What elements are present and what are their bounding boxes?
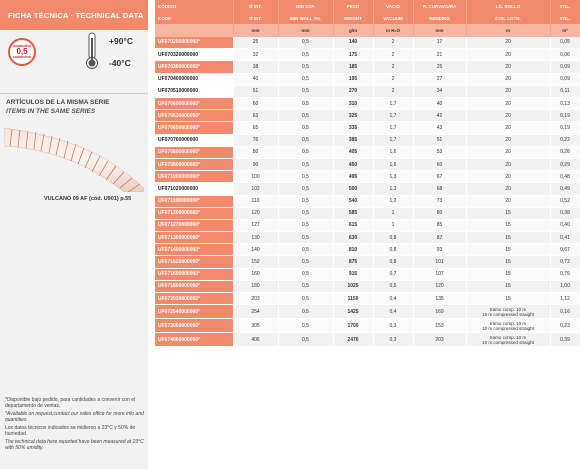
note-data-en: The technical data here reported have been measured at 23°C with 50% umidity.: [5, 439, 144, 451]
cell-weight: 615: [333, 219, 373, 231]
table-row: [155, 158, 580, 170]
cell-weight: 495: [333, 171, 373, 183]
cell-d: 130: [233, 232, 278, 244]
cell-code: UF071270000000*: [155, 219, 233, 231]
header-cell: m: [466, 24, 550, 36]
cell-d: 25: [233, 37, 278, 49]
cell-code: UF071400000000*: [155, 244, 233, 256]
cell-vol: 0,48: [550, 171, 580, 183]
cell-weight: 310: [333, 98, 373, 110]
cell-vac: 0,4: [373, 293, 413, 305]
cell-coil: tramo comp. 10 m 10 m compressed straight: [466, 305, 550, 319]
cell-coil: 15: [466, 256, 550, 268]
cell-d: 406: [233, 333, 278, 347]
cell-wall: 0,5: [278, 171, 333, 183]
cell-bend: 107: [413, 268, 466, 280]
header-cell: Ø INT.: [233, 0, 278, 12]
cell-weight: 540: [333, 195, 373, 207]
cell-vol: 0,09: [550, 73, 580, 85]
header-cell: mm: [413, 24, 466, 36]
header-cell: LG. ROLLO: [466, 0, 550, 12]
cell-wall: 0,5: [278, 49, 333, 61]
cell-wall: 0,5: [278, 73, 333, 85]
cell-code: UF070630000000*: [155, 110, 233, 122]
cell-bend: 101: [413, 256, 466, 268]
cell-weight: 1150: [333, 293, 373, 305]
cell-code: UF070250000000*: [155, 37, 233, 49]
cell-vol: 0,23: [550, 319, 580, 333]
cell-bend: 153: [413, 319, 466, 333]
cell-d: 65: [233, 122, 278, 134]
cell-code: UF071800000000*: [155, 280, 233, 292]
header-cell: VACUUM: [373, 12, 413, 24]
cell-wall: 0,5: [278, 98, 333, 110]
cell-vol: 0,29: [550, 158, 580, 170]
sidebar-title: FICHA TÉCNICA · TECHNICAL DATA: [0, 0, 148, 30]
header-cell: MIN WALL TH.: [278, 12, 333, 24]
cell-wall: 0,5: [278, 37, 333, 49]
cell-d: 63: [233, 110, 278, 122]
header-cell: VACIO: [373, 0, 413, 12]
cell-d: 120: [233, 207, 278, 219]
cell-bend: 85: [413, 219, 466, 231]
cell-coil: 15: [466, 244, 550, 256]
header-cell: BENDING: [413, 12, 466, 24]
cell-wall: 0,5: [278, 85, 333, 97]
cell-bend: 25: [413, 61, 466, 73]
cell-wall: 0,5: [278, 280, 333, 292]
cell-vac: 0,4: [373, 305, 413, 319]
cell-vol: 0,39: [550, 333, 580, 347]
cell-coil: 15: [466, 293, 550, 305]
table-row: [155, 37, 580, 49]
cell-vac: 1,6: [373, 146, 413, 158]
note-available-en: *Available on request,contact our sales office for more info and quantities.: [5, 411, 144, 423]
cell-vac: 0,8: [373, 232, 413, 244]
cell-bend: 40: [413, 98, 466, 110]
thermometer-icon: [84, 32, 100, 70]
model-reference: VULCANO 09 AF (cód. U901) p.55: [44, 196, 132, 202]
cell-weight: 875: [333, 256, 373, 268]
table-row: [155, 110, 580, 122]
cell-wall: 0,5: [278, 244, 333, 256]
cell-vac: 0,3: [373, 319, 413, 333]
cell-d: 254: [233, 305, 278, 319]
cell-bend: 203: [413, 333, 466, 347]
cell-vol: 0,49: [550, 183, 580, 195]
note-available-es: *Disponible bajo pedido, para cantidades a convenir con el departamento de ventas.: [5, 397, 136, 409]
header-row-en: [155, 12, 580, 24]
cell-coil: 20: [466, 183, 550, 195]
cell-vac: 1,3: [373, 171, 413, 183]
conductive-badge-icon: [8, 38, 36, 66]
cell-vol: 0,19: [550, 110, 580, 122]
units-row: [155, 24, 580, 36]
cell-coil: 20: [466, 73, 550, 85]
cell-d: 160: [233, 268, 278, 280]
cell-wall: 0,5: [278, 146, 333, 158]
cell-vac: 1,2: [373, 195, 413, 207]
cell-weight: 1700: [333, 319, 373, 333]
header-cell: [155, 24, 233, 36]
table-row: [155, 146, 580, 158]
cell-coil: 20: [466, 49, 550, 61]
cell-code: UF071520000000*: [155, 256, 233, 268]
cell-coil: 20: [466, 134, 550, 146]
cell-vac: 1,7: [373, 122, 413, 134]
cell-vac: 2: [373, 73, 413, 85]
table-row: [155, 256, 580, 268]
cell-coil: 20: [466, 171, 550, 183]
cell-d: 180: [233, 280, 278, 292]
cell-vac: 1: [373, 219, 413, 231]
header-cell: MIN ESP.: [278, 0, 333, 12]
cell-wall: 0,5: [278, 158, 333, 170]
cell-vac: 1,3: [373, 183, 413, 195]
table-row: [155, 333, 580, 347]
cell-weight: 140: [333, 37, 373, 49]
cell-wall: 0,5: [278, 134, 333, 146]
cell-coil: 15: [466, 232, 550, 244]
cell-d: 76: [233, 134, 278, 146]
cell-code: UF073050000000*: [155, 319, 233, 333]
cell-wall: 0,5: [278, 183, 333, 195]
cell-vac: 0,3: [373, 333, 413, 347]
cell-weight: 405: [333, 146, 373, 158]
table-body: [155, 37, 580, 347]
header-cell: CODE: [155, 12, 233, 24]
cell-wall: 0,5: [278, 319, 333, 333]
cell-vol: 1,12: [550, 293, 580, 305]
technical-data-sidebar: [0, 0, 148, 469]
cell-vac: 2: [373, 49, 413, 61]
cell-bend: 51: [413, 134, 466, 146]
cell-bend: 93: [413, 244, 466, 256]
cell-bend: 42: [413, 110, 466, 122]
cell-bend: 68: [413, 183, 466, 195]
cell-d: 60: [233, 98, 278, 110]
cell-weight: 270: [333, 85, 373, 97]
same-series-heading-es: ARTÍCULOS DE LA MISMA SERIE: [6, 99, 110, 106]
sidebar-divider: [0, 93, 148, 94]
cell-vac: 0,8: [373, 256, 413, 268]
cell-vol: 0,05: [550, 37, 580, 49]
cell-code: UF074060000000*: [155, 333, 233, 347]
cell-code: UF070800000000*: [155, 146, 233, 158]
cell-vac: 2: [373, 61, 413, 73]
table-row: [155, 183, 580, 195]
cell-coil: 20: [466, 158, 550, 170]
cell-d: 152: [233, 256, 278, 268]
table-row: [155, 293, 580, 305]
cell-coil: 20: [466, 146, 550, 158]
table-row: [155, 49, 580, 61]
cell-code: UF070760000000: [155, 134, 233, 146]
cell-vol: 0,13: [550, 98, 580, 110]
cell-bend: 60: [413, 158, 466, 170]
cell-bend: 53: [413, 146, 466, 158]
hose-image: [4, 118, 144, 192]
temp-min: -40°C: [109, 58, 131, 68]
header-cell: mm: [233, 24, 278, 36]
cell-coil: tramo comp. 10 m 10 m compressed straight: [466, 333, 550, 347]
cell-bend: 43: [413, 122, 466, 134]
header-cell: mm: [278, 24, 333, 36]
table-row: [155, 171, 580, 183]
table-row: [155, 305, 580, 319]
cell-weight: 185: [333, 61, 373, 73]
cell-weight: 500: [333, 183, 373, 195]
cell-wall: 0,5: [278, 268, 333, 280]
table-row: [155, 319, 580, 333]
cell-vac: 1,7: [373, 98, 413, 110]
cell-weight: 1025: [333, 280, 373, 292]
badge-label-es: conductivo: [12, 43, 32, 48]
cell-vol: 0,38: [550, 207, 580, 219]
cell-vac: 1,7: [373, 134, 413, 146]
cell-code: UF072540000000*: [155, 305, 233, 319]
table-row: [155, 207, 580, 219]
table-row: [155, 268, 580, 280]
cell-coil: 15: [466, 268, 550, 280]
header-cell: m H₂O: [373, 24, 413, 36]
cell-code: UF070510000000: [155, 85, 233, 97]
cell-bend: 34: [413, 85, 466, 97]
header-cell: COIL LGTH.: [466, 12, 550, 24]
header-cell: R. CURVATURA: [413, 0, 466, 12]
table-row: [155, 122, 580, 134]
cell-wall: 0,5: [278, 110, 333, 122]
cell-code: UF071200000000*: [155, 207, 233, 219]
cell-wall: 0,5: [278, 207, 333, 219]
header-cell: Ø INT.: [233, 12, 278, 24]
cell-weight: 335: [333, 122, 373, 134]
cell-weight: 175: [333, 49, 373, 61]
header-cell: g/m: [333, 24, 373, 36]
cell-code: UF071600000000*: [155, 268, 233, 280]
table-row: [155, 232, 580, 244]
table-row: [155, 280, 580, 292]
cell-vol: 1,00: [550, 280, 580, 292]
cell-d: 40: [233, 73, 278, 85]
cell-code: UF070400000000: [155, 73, 233, 85]
cell-coil: 20: [466, 61, 550, 73]
cell-vac: 0,5: [373, 280, 413, 292]
cell-code: UF070650000000*: [155, 122, 233, 134]
footnotes: [5, 397, 145, 453]
header-cell: VOL.: [550, 0, 580, 12]
cell-vac: 1: [373, 207, 413, 219]
cell-coil: 20: [466, 122, 550, 134]
header-cell: WEIGHT: [333, 12, 373, 24]
cell-bend: 27: [413, 73, 466, 85]
cell-vac: 0,7: [373, 268, 413, 280]
cell-code: UF070600000000*: [155, 98, 233, 110]
header-row-es: [155, 0, 580, 12]
cell-coil: 20: [466, 37, 550, 49]
cell-wall: 0,5: [278, 293, 333, 305]
cell-d: 102: [233, 183, 278, 195]
cell-bend: 169: [413, 305, 466, 319]
cell-weight: 2470: [333, 333, 373, 347]
cell-d: 32: [233, 49, 278, 61]
cell-vac: 1,7: [373, 110, 413, 122]
cell-weight: 195: [333, 73, 373, 85]
cell-bend: 120: [413, 280, 466, 292]
table-row: [155, 195, 580, 207]
cell-code: UF071000000000*: [155, 171, 233, 183]
cell-wall: 0,5: [278, 256, 333, 268]
cell-d: 127: [233, 219, 278, 231]
cell-bend: 80: [413, 207, 466, 219]
cell-bend: 17: [413, 37, 466, 49]
cell-vol: 0,09: [550, 61, 580, 73]
cell-vol: 0,52: [550, 195, 580, 207]
badge-value: 0,5: [16, 47, 28, 56]
cell-weight: 630: [333, 232, 373, 244]
cell-bend: 21: [413, 49, 466, 61]
badge-label-en: conductive: [12, 55, 32, 59]
table-row: [155, 73, 580, 85]
cell-vac: 1,6: [373, 158, 413, 170]
cell-d: 100: [233, 171, 278, 183]
table-row: [155, 98, 580, 110]
cell-weight: 450: [333, 158, 373, 170]
table-row: [155, 244, 580, 256]
cell-vol: 0,67: [550, 244, 580, 256]
cell-vol: 0,40: [550, 219, 580, 231]
cell-code: UF071300000000*: [155, 232, 233, 244]
cell-wall: 0,5: [278, 195, 333, 207]
cell-weight: 385: [333, 134, 373, 146]
cell-code: UF070320000000: [155, 49, 233, 61]
header-cell: PESO: [333, 0, 373, 12]
cell-d: 38: [233, 61, 278, 73]
cell-vol: 0,22: [550, 134, 580, 146]
cell-weight: 1425: [333, 305, 373, 319]
cell-weight: 915: [333, 268, 373, 280]
cell-d: 90: [233, 158, 278, 170]
note-data-es: Los datos técnicos indicados se midieron a 23°C y 50% de humedad.: [5, 425, 136, 437]
cell-coil: 20: [466, 110, 550, 122]
cell-bend: 87: [413, 232, 466, 244]
cell-code: UF070380000000*: [155, 61, 233, 73]
cell-coil: 20: [466, 195, 550, 207]
cell-d: 51: [233, 85, 278, 97]
cell-bend: 67: [413, 171, 466, 183]
cell-wall: 0,5: [278, 61, 333, 73]
header-cell: m³: [550, 24, 580, 36]
cell-d: 140: [233, 244, 278, 256]
cell-coil: 20: [466, 98, 550, 110]
cell-coil: 20: [466, 85, 550, 97]
cell-wall: 0,5: [278, 333, 333, 347]
cell-bend: 135: [413, 293, 466, 305]
cell-code: UF070900000000*: [155, 158, 233, 170]
cell-vac: 0,8: [373, 244, 413, 256]
cell-d: 110: [233, 195, 278, 207]
cell-vol: 0,19: [550, 122, 580, 134]
cell-coil: 15: [466, 207, 550, 219]
table-row: [155, 134, 580, 146]
cell-wall: 0,5: [278, 232, 333, 244]
cell-d: 80: [233, 146, 278, 158]
technical-data-table: [155, 0, 580, 347]
cell-vac: 2: [373, 37, 413, 49]
cell-wall: 0,5: [278, 305, 333, 319]
cell-coil: 15: [466, 219, 550, 231]
cell-vol: 0,26: [550, 146, 580, 158]
cell-vol: 0,16: [550, 305, 580, 319]
cell-vol: 0,11: [550, 85, 580, 97]
cell-code: UF071020000000: [155, 183, 233, 195]
cell-code: UF072030000000*: [155, 293, 233, 305]
cell-coil: 15: [466, 280, 550, 292]
cell-wall: 0,5: [278, 219, 333, 231]
cell-d: 203: [233, 293, 278, 305]
cell-vol: 0,06: [550, 49, 580, 61]
cell-bend: 73: [413, 195, 466, 207]
table-row: [155, 85, 580, 97]
cell-weight: 585: [333, 207, 373, 219]
same-series-heading-en: ITEMS IN THE SAME SERIES: [6, 108, 96, 115]
cell-vol: 0,76: [550, 268, 580, 280]
cell-coil: tramo comp. 10 m 10 m compressed straight: [466, 319, 550, 333]
cell-wall: 0,5: [278, 122, 333, 134]
cell-vol: 0,72: [550, 256, 580, 268]
cell-weight: 810: [333, 244, 373, 256]
cell-vol: 0,41: [550, 232, 580, 244]
header-cell: CÓDIGO: [155, 0, 233, 12]
cell-code: UF071100000000*: [155, 195, 233, 207]
header-cell: VOL.: [550, 12, 580, 24]
cell-weight: 325: [333, 110, 373, 122]
temp-max: +90°C: [109, 36, 133, 46]
table-row: [155, 219, 580, 231]
cell-d: 305: [233, 319, 278, 333]
table-row: [155, 61, 580, 73]
cell-vac: 2: [373, 85, 413, 97]
